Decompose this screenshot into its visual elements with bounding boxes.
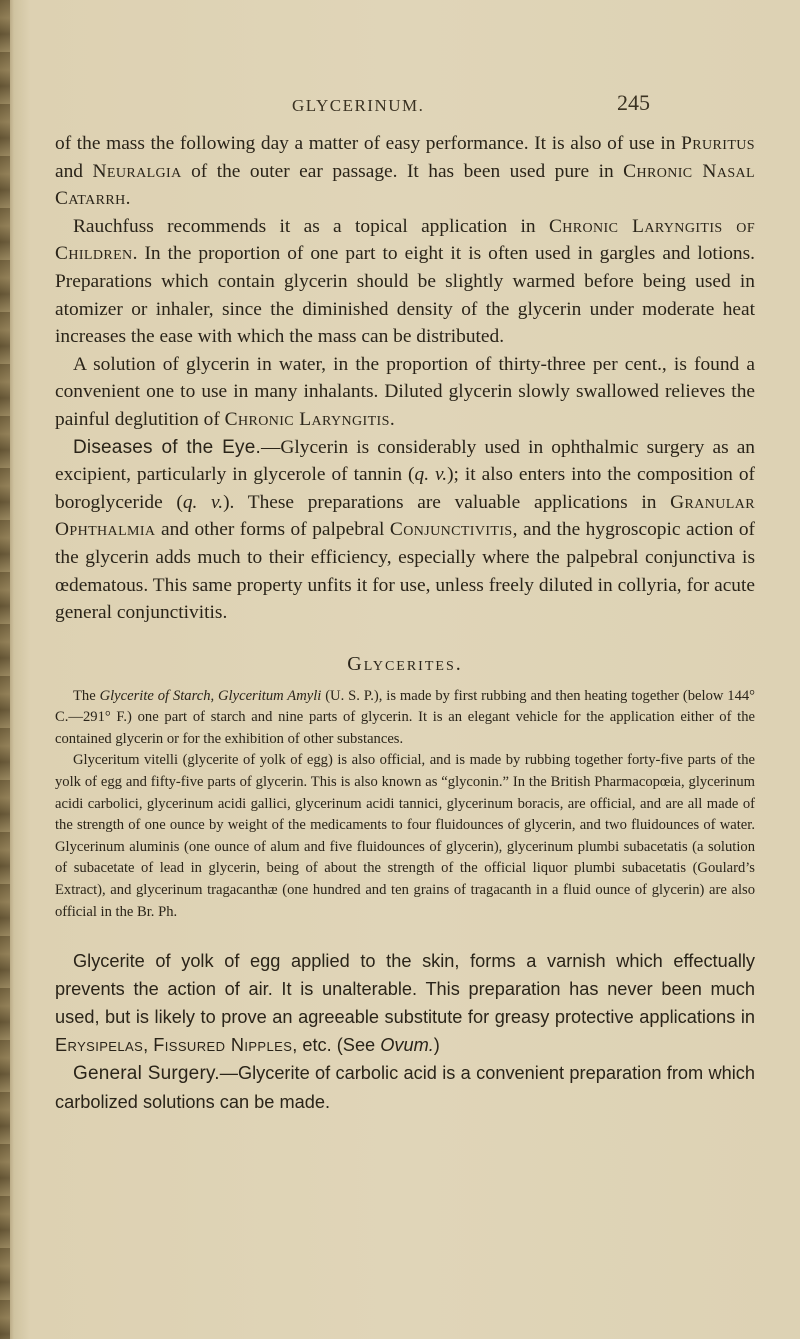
term-conjunctivitis: Conjunctivitis	[389, 519, 513, 541]
term-chronic-laryngitis: Chronic Laryngitis	[224, 408, 390, 430]
small-paragraph-1	[55, 686, 755, 751]
run-in-heading-surgery: General Surgery.	[73, 1063, 220, 1085]
main-text-block	[55, 130, 755, 627]
paragraph-2	[55, 213, 755, 351]
text-run: ,	[143, 1035, 154, 1056]
page-header	[0, 90, 800, 126]
section-title-glycerites: Glycerites.	[347, 652, 463, 675]
small-print-block	[55, 686, 755, 924]
text-run: and other forms of palpebral	[155, 519, 390, 541]
text-run: of the outer ear passage. It has been used pure in	[181, 160, 624, 182]
spacer	[55, 923, 755, 947]
term-erysipelas: Erysipelas	[55, 1035, 144, 1056]
paragraph-general-surgery	[55, 1059, 755, 1116]
text-run: )	[433, 1035, 440, 1056]
term-granular-ophthalmia: Granular Ophthalmia	[55, 491, 755, 541]
paragraph-1	[55, 130, 755, 213]
cross-reference: q. v.	[414, 464, 448, 486]
closing-text-block	[55, 947, 755, 1116]
text-run: ); it also enters into the composition of boroglyceride (	[55, 464, 756, 513]
term-pruritus: Pruritus	[681, 133, 755, 154]
term-chronic-laryngitis-children: Chronic Laryngitis of Children	[55, 215, 756, 265]
text-run: Rauchfuss recommends it as a topical application in	[73, 215, 549, 237]
page-body	[55, 130, 755, 1116]
cross-reference: q. v.	[182, 491, 224, 513]
small-paragraph-2: Glyceritum vitelli (glycerite of yolk of egg) is also official, and is made by rubbing together forty-five parts of the yolk of egg and fifty-five parts of glycerin. This is also known as “glyconin.” In the British Pharmacopœia, glycerinum acidi carbolici, glycerinum acidi gallici, glycerinum acidi tannici, glycerinum boracis, are official, and are all made of the strength of one ounce by weight of the medicaments to four fluidounces of glycerin, and two fluidounces of water. Glycerinum aluminis (one ounce of alum and five fluidounces of glycerin), glycerinum plumbi subacetatis (a solution of subacetate of lead in glycerin, being of about the strength of the official liquor plumbi subacetatis (Goulard’s Extract), and glycerinum tragacanthæ (one hundred and ten grains of tragacanth in a fluid ounce of glycerin) are also official in the Br. Ph.	[55, 752, 755, 920]
paragraph-diseases-eye	[55, 434, 755, 627]
text-run: of the mass the following day a matter of easy performance. It is also of use in	[55, 133, 682, 154]
book-spine-shadow	[0, 0, 10, 1339]
term-neuralgia: Neuralgia	[92, 160, 182, 182]
text-run: The	[73, 687, 100, 704]
page-number: 245	[617, 90, 650, 115]
text-run: —Glycerin is considerably used in ophthalmic surgery as an excipient, particularly in glycerole of tannin (	[55, 436, 755, 486]
text-run: , etc. (See	[292, 1035, 381, 1056]
running-head: GLYCERINUM.	[292, 96, 425, 115]
text-run: ). These preparations are valuable applications in	[223, 491, 671, 513]
text-run: and	[55, 160, 93, 182]
italic-term: Glycerite of Starch, Glyceritum Amyli	[99, 687, 322, 704]
text-run: . In the proportion of one part to eight it is often used in gargles and lotions. Preparations which contain glycerin should be slightly warmed before being used in atomizer or inhaler, since the diminished density of the glycerin under moderate heat increases the ease with which the mass can be distributed.	[55, 243, 755, 348]
paragraph-yolk	[55, 947, 755, 1059]
text-run: (U. S. P.), is made by first rubbing and then heating together (below 144° C.—291° F.) one part of starch and nine parts of glycerin. It is an elegant vehicle for the application either of the contained glycerin or for the exhibition of other substances.	[55, 687, 756, 747]
paragraph-3	[55, 351, 755, 434]
term-chronic-nasal-catarrh: Chronic Nasal Catarrh	[55, 160, 755, 210]
text-run: A solution of glycerin in water, in the proportion of thirty-three per cent., is found a convenient one to use in many inhalants. Diluted glycerin slowly swallowed relieves the painful deglutition of	[55, 353, 755, 430]
run-in-heading-eye: Diseases of the Eye.	[73, 436, 261, 458]
text-run: , and the hygroscopic action of the glycerin adds much to their efficiency, especially where the palpebral conjunctiva is œdematous. This same property unfits it for use, unless freely diluted in collyria, for acute general conjunctivitis.	[55, 519, 755, 624]
cross-reference-ovum: Ovum.	[380, 1035, 434, 1056]
text-run: Glycerite of yolk of egg applied to the skin, forms a varnish which effectually prevents the action of air. It is unalterable. This preparation has never been much used, but is likely to prove an agreeable substitute for greasy protective applications in	[55, 951, 755, 1028]
text-run: .	[125, 188, 131, 210]
term-fissured-nipples: Fissured Nipples	[153, 1035, 293, 1056]
text-run: .	[389, 408, 395, 430]
text-run: —Glycerite of carbolic acid is a convenient preparation from which carbolized solutions can be made.	[55, 1063, 755, 1113]
